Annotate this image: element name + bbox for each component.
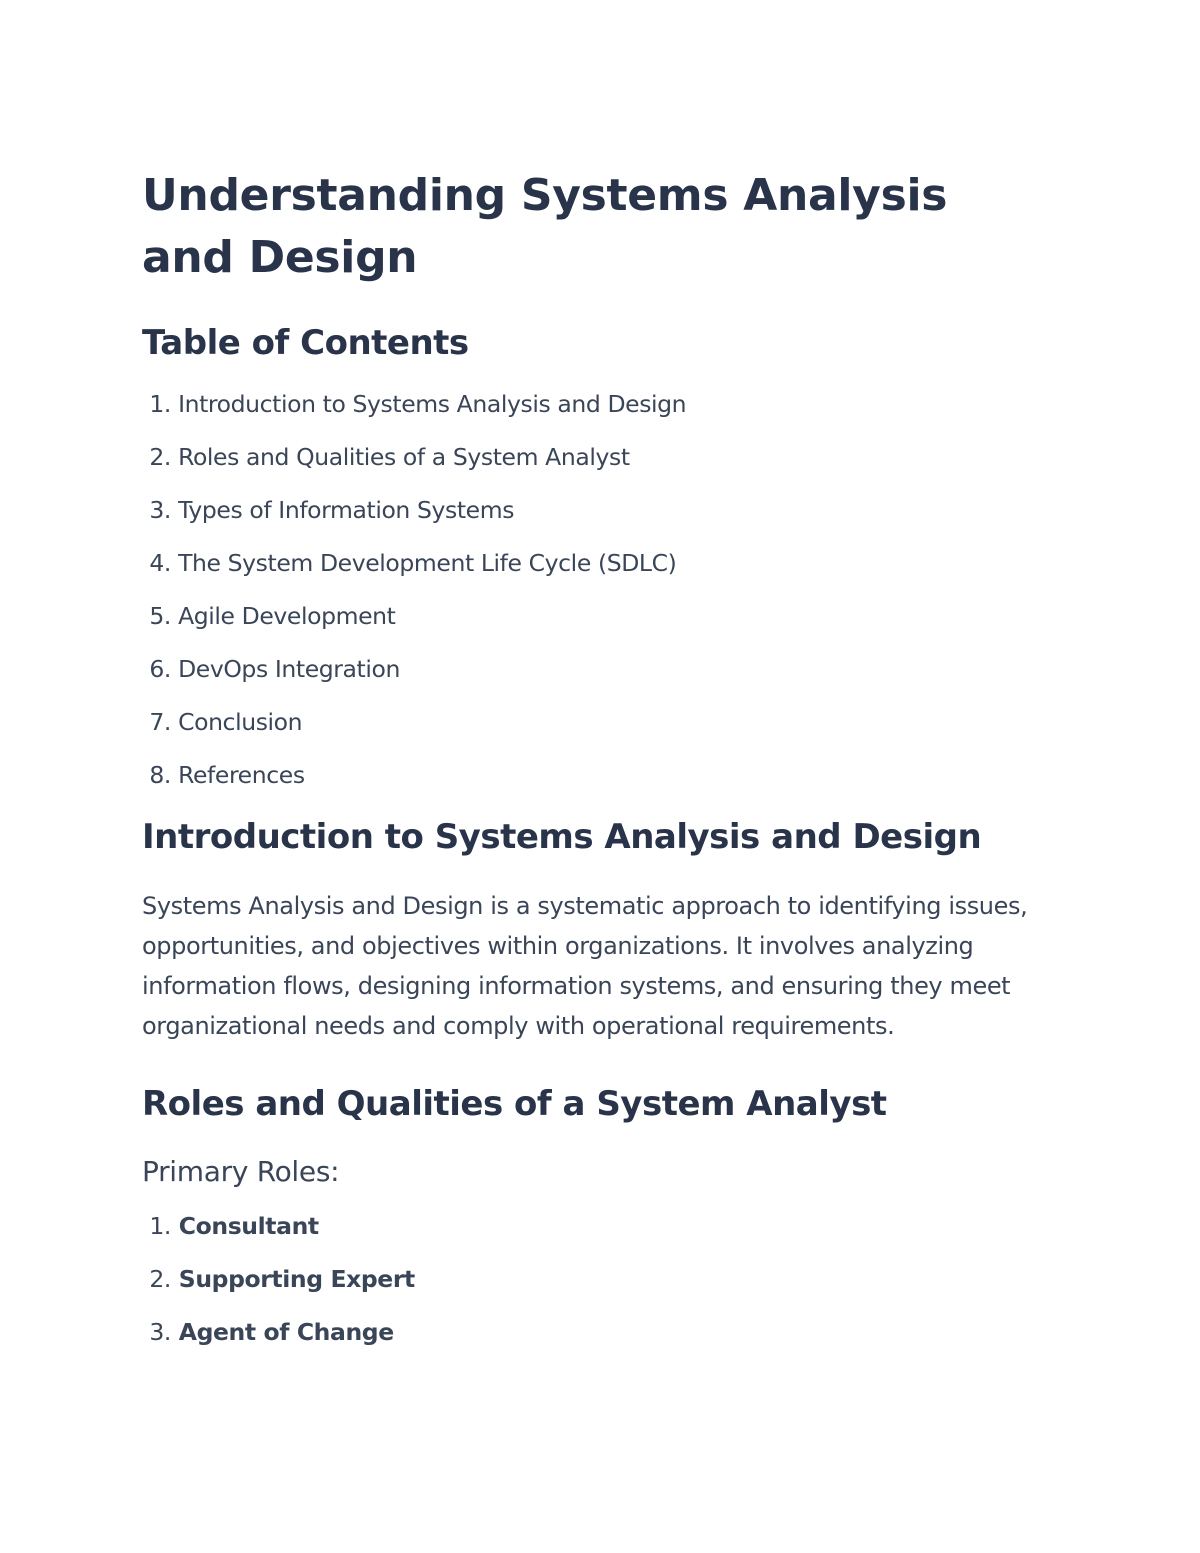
- toc-item-number: 2.: [149, 443, 171, 471]
- toc-item-label: References: [178, 761, 305, 789]
- toc-heading: Table of Contents: [142, 323, 469, 363]
- toc-item-label: DevOps Integration: [178, 655, 400, 683]
- toc-item-number: 8.: [149, 761, 171, 789]
- toc-item: [142, 444, 1042, 470]
- toc-item-label: Introduction to Systems Analysis and Design: [178, 390, 687, 418]
- role-item-number: 2.: [149, 1265, 171, 1293]
- toc-item-label: Agile Development: [178, 602, 396, 630]
- intro-heading: Introduction to Systems Analysis and Design: [142, 817, 982, 857]
- toc-item-label: Conclusion: [178, 708, 303, 736]
- toc-item: [142, 497, 1042, 523]
- toc-item: [142, 656, 1042, 682]
- toc-item: [142, 762, 1042, 788]
- role-item-label: Agent of Change: [178, 1318, 394, 1346]
- toc-item-number: 5.: [149, 602, 171, 630]
- roles-heading: Roles and Qualities of a System Analyst: [142, 1084, 887, 1124]
- toc-item: [142, 391, 1042, 417]
- toc-item-number: 4.: [149, 549, 171, 577]
- toc-list: [142, 391, 1042, 788]
- toc-item-number: 6.: [149, 655, 171, 683]
- role-item-number: 3.: [149, 1318, 171, 1346]
- role-item-label: Consultant: [178, 1212, 319, 1240]
- roles-list: [142, 1212, 1042, 1346]
- role-item-number: 1.: [149, 1212, 171, 1240]
- toc-item-number: 1.: [149, 390, 171, 418]
- document-title: Understanding Systems Analysis and Design: [142, 170, 948, 283]
- toc-item-label: Roles and Qualities of a System Analyst: [178, 443, 630, 471]
- role-item: [142, 1318, 1042, 1346]
- primary-roles-subheading: Primary Roles:: [142, 1155, 340, 1188]
- document-page: [142, 165, 1042, 1371]
- intro-paragraph: Systems Analysis and Design is a systematic approach to identifying issues, opportunities, and objectives within organizations. It involves analyzing information flows, designing information systems, and ensuring they meet organizational needs and comply with operational requirements.: [142, 892, 1028, 1040]
- toc-item: [142, 550, 1042, 576]
- toc-item-number: 3.: [149, 496, 171, 524]
- toc-item: [142, 709, 1042, 735]
- role-item: [142, 1265, 1042, 1293]
- toc-item-label: Types of Information Systems: [178, 496, 515, 524]
- toc-item-number: 7.: [149, 708, 171, 736]
- role-item-label: Supporting Expert: [178, 1265, 415, 1293]
- toc-item: [142, 603, 1042, 629]
- toc-item-label: The System Development Life Cycle (SDLC): [178, 549, 677, 577]
- role-item: [142, 1212, 1042, 1240]
